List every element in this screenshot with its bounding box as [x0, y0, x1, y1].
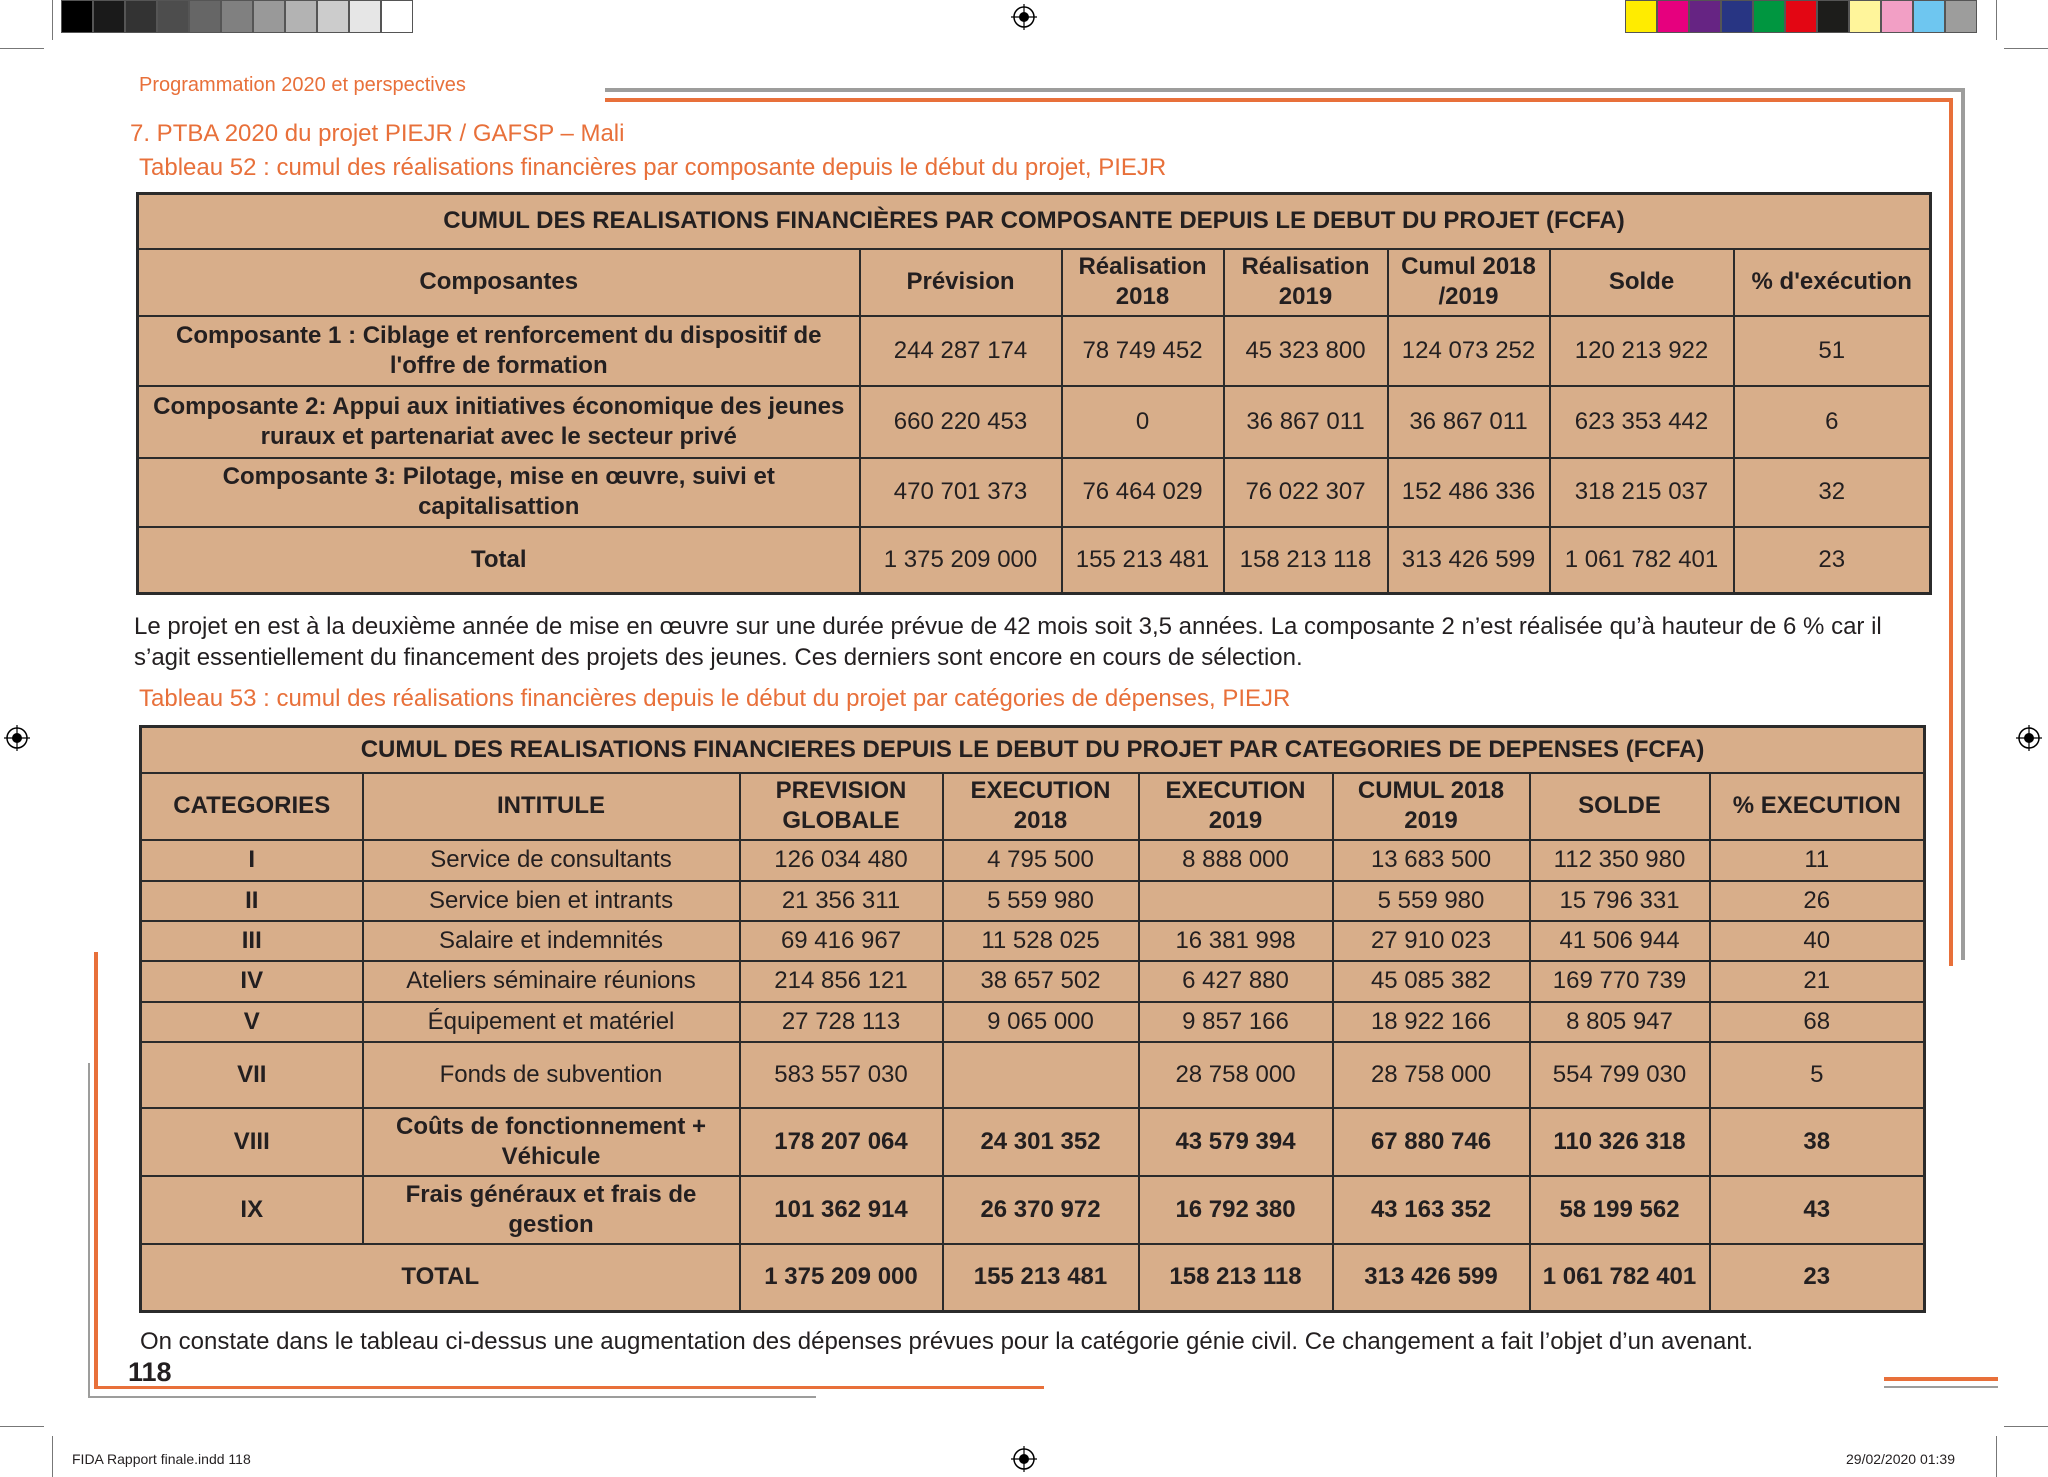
- table-cell: 28 758 000: [1333, 1042, 1530, 1108]
- category-code: III: [141, 921, 363, 961]
- color-swatch: [1913, 0, 1945, 33]
- color-swatch: [157, 0, 189, 33]
- column-header: Réalisation 2019: [1224, 249, 1388, 316]
- table-row: [141, 1042, 1925, 1108]
- color-swatch: [1849, 0, 1881, 33]
- color-swatch: [61, 0, 93, 33]
- table-cell: 4 795 500: [943, 840, 1139, 881]
- table53-title: CUMUL DES REALISATIONS FINANCIERES DEPUIS LE DEBUT DU PROJET PAR CATEGORIES DE DEPENSES (FCFA): [141, 727, 1925, 773]
- table-cell: 554 799 030: [1530, 1042, 1710, 1108]
- table-row: [138, 458, 1931, 527]
- footer-rule-orange: [94, 1386, 1044, 1389]
- body-paragraph: Le projet en est à la deuxième année de mise en œuvre sur une durée prévue de 42 mois soit 3,5 années. La composante 2 n’est réalisée qu’à hauteur de 6 % car il s’agit essentiellement du financement des projets des jeunes. Ces derniers sont encore en cours de sélection.: [134, 613, 1882, 671]
- page-number: 118: [128, 1357, 172, 1387]
- crop-mark: [2004, 1426, 2048, 1427]
- registration-mark-icon: [2016, 725, 2042, 751]
- table-cell: 51: [1734, 316, 1931, 386]
- table-cell: 169 770 739: [1530, 961, 1710, 1002]
- crop-mark: [1996, 1436, 1997, 1477]
- table-cell: 40: [1710, 921, 1925, 961]
- crop-mark: [0, 1426, 44, 1427]
- table-cell: 28 758 000: [1139, 1042, 1333, 1108]
- table-cell: [943, 1042, 1139, 1108]
- column-header: Cumul 2018 /2019: [1388, 249, 1550, 316]
- table53-caption: Tableau 53 : cumul des réalisations financières depuis le début du projet par catégories de dépenses, PIEJR: [139, 685, 1291, 712]
- table-cell: Coûts de fonctionnement + Véhicule: [363, 1108, 740, 1176]
- table-cell: 6: [1734, 386, 1931, 458]
- table-cell: 101 362 914: [740, 1176, 943, 1244]
- crop-mark: [2004, 48, 2048, 49]
- table-row: [141, 840, 1925, 881]
- left-rule-orange: [94, 952, 98, 1388]
- category-code: IV: [141, 961, 363, 1002]
- table-cell: 155 213 481: [943, 1244, 1139, 1312]
- color-swatch: [93, 0, 125, 33]
- color-swatch: [349, 0, 381, 33]
- table-cell: [1139, 881, 1333, 921]
- column-header: Composantes: [138, 249, 860, 316]
- table-cell: 26 370 972: [943, 1176, 1139, 1244]
- table-cell: 313 426 599: [1333, 1244, 1530, 1312]
- running-head: Programmation 2020 et perspectives: [139, 74, 466, 96]
- column-header: Réalisation 2018: [1062, 249, 1224, 316]
- category-code: VIII: [141, 1108, 363, 1176]
- table-cell: 9 065 000: [943, 1002, 1139, 1042]
- color-swatch: [1817, 0, 1849, 33]
- color-swatch-strip: [1625, 0, 1977, 33]
- side-rule-orange: [1949, 98, 1953, 966]
- table-cell: 24 301 352: [943, 1108, 1139, 1176]
- column-header: EXECUTION 2018: [943, 773, 1139, 840]
- category-code: II: [141, 881, 363, 921]
- table-cell: 38 657 502: [943, 961, 1139, 1002]
- table52-caption: Tableau 52 : cumul des réalisations financières par composante depuis le début du projet, PIEJR: [139, 154, 1167, 181]
- table-row: [141, 1108, 1925, 1176]
- table-total-row: [138, 527, 1931, 594]
- table-cell: 6 427 880: [1139, 961, 1333, 1002]
- table-cell: 8 888 000: [1139, 840, 1333, 881]
- column-header: PREVISION GLOBALE: [740, 773, 943, 840]
- table-cell: 32: [1734, 458, 1931, 527]
- table-cell: Salaire et indemnités: [363, 921, 740, 961]
- column-header: EXECUTION 2019: [1139, 773, 1333, 840]
- color-swatch: [1881, 0, 1913, 33]
- table-cell: 11 528 025: [943, 921, 1139, 961]
- color-swatch: [1721, 0, 1753, 33]
- crop-mark: [52, 0, 53, 40]
- section-title: 7. PTBA 2020 du projet PIEJR / GAFSP – Mali: [130, 120, 625, 147]
- table-cell: 178 207 064: [740, 1108, 943, 1176]
- column-header: CUMUL 2018 2019: [1333, 773, 1530, 840]
- body-paragraph: On constate dans le tableau ci-dessus une augmentation des dépenses prévues pour la catégorie génie civil. Ce changement a fait l’objet d’un avenant.: [140, 1328, 1754, 1355]
- table-cell: 158 213 118: [1224, 527, 1388, 594]
- table-cell: 68: [1710, 1002, 1925, 1042]
- color-swatch: [1785, 0, 1817, 33]
- color-swatch: [1689, 0, 1721, 33]
- crop-mark: [0, 48, 44, 49]
- color-swatch: [125, 0, 157, 33]
- table-cell: Ateliers séminaire réunions: [363, 961, 740, 1002]
- table-cell: 43 163 352: [1333, 1176, 1530, 1244]
- table-cell: 45 323 800: [1224, 316, 1388, 386]
- table-cell: 58 199 562: [1530, 1176, 1710, 1244]
- table-row: [138, 316, 1931, 386]
- column-header: Prévision: [860, 249, 1062, 316]
- table-cell: 152 486 336: [1388, 458, 1550, 527]
- table-cell: 1 061 782 401: [1550, 527, 1734, 594]
- table-cell: 36 867 011: [1224, 386, 1388, 458]
- table-cell: 16 381 998: [1139, 921, 1333, 961]
- color-swatch: [1625, 0, 1657, 33]
- footer-right-rule-orange: [1884, 1377, 1998, 1381]
- table-cell: 43 579 394: [1139, 1108, 1333, 1176]
- table-cell: 112 350 980: [1530, 840, 1710, 881]
- column-header: INTITULE: [363, 773, 740, 840]
- table-cell: 67 880 746: [1333, 1108, 1530, 1176]
- registration-mark-icon: [1011, 1446, 1037, 1472]
- table-row: [138, 386, 1931, 458]
- table-cell: Fonds de subvention: [363, 1042, 740, 1108]
- column-header: % d'exécution: [1734, 249, 1931, 316]
- left-rule-gray: [88, 1063, 90, 1398]
- table-cell: 214 856 121: [740, 961, 943, 1002]
- table-cell: 1 375 209 000: [740, 1244, 943, 1312]
- registration-mark-icon: [1011, 4, 1037, 30]
- color-swatch: [1657, 0, 1689, 33]
- table-cell: 76 464 029: [1062, 458, 1224, 527]
- footer-file-slug: FIDA Rapport finale.indd 118: [72, 1451, 251, 1467]
- table-cell: 43: [1710, 1176, 1925, 1244]
- table-53: [139, 725, 1926, 1313]
- table-cell: Équipement et matériel: [363, 1002, 740, 1042]
- category-code: VII: [141, 1042, 363, 1108]
- table-cell: 126 034 480: [740, 840, 943, 881]
- color-swatch: [285, 0, 317, 33]
- color-swatch: [317, 0, 349, 33]
- component-label: Composante 3: Pilotage, mise en œuvre, suivi et capitalisattion: [138, 458, 860, 527]
- table-cell: 27 910 023: [1333, 921, 1530, 961]
- table-cell: 1 375 209 000: [860, 527, 1062, 594]
- header-rule-gray: [605, 88, 1965, 92]
- crop-mark: [52, 1436, 53, 1477]
- table-cell: 36 867 011: [1388, 386, 1550, 458]
- color-swatch: [221, 0, 253, 33]
- component-label: Composante 2: Appui aux initiatives économique des jeunes ruraux et partenariat avec le secteur privé: [138, 386, 860, 458]
- color-swatch: [1753, 0, 1785, 33]
- color-swatch: [189, 0, 221, 33]
- table-cell: 11: [1710, 840, 1925, 881]
- table-total-row: [141, 1244, 1925, 1312]
- table-cell: 26: [1710, 881, 1925, 921]
- table-cell: 76 022 307: [1224, 458, 1388, 527]
- table-cell: 21: [1710, 961, 1925, 1002]
- table-cell: 38: [1710, 1108, 1925, 1176]
- table53-header-row: [141, 773, 1925, 840]
- table-row: [141, 961, 1925, 1002]
- crop-mark: [1996, 0, 1997, 40]
- table-cell: 110 326 318: [1530, 1108, 1710, 1176]
- category-code: I: [141, 840, 363, 881]
- table-cell: Service bien et intrants: [363, 881, 740, 921]
- side-rule-gray: [1961, 88, 1965, 960]
- component-label: Composante 1 : Ciblage et renforcement du dispositif de l'offre de formation: [138, 316, 860, 386]
- table-cell: 23: [1734, 527, 1931, 594]
- table-cell: Service de consultants: [363, 840, 740, 881]
- registration-mark-icon: [4, 725, 30, 751]
- table-cell: 623 353 442: [1550, 386, 1734, 458]
- table-cell: Frais généraux et frais de gestion: [363, 1176, 740, 1244]
- table-cell: 158 213 118: [1139, 1244, 1333, 1312]
- column-header: CATEGORIES: [141, 773, 363, 840]
- table-row: [141, 921, 1925, 961]
- total-label: Total: [138, 527, 860, 594]
- footer-right-rule-gray: [1884, 1386, 1998, 1388]
- table-52: [136, 192, 1932, 595]
- table-cell: 660 220 453: [860, 386, 1062, 458]
- table-cell: 15 796 331: [1530, 881, 1710, 921]
- table-cell: 470 701 373: [860, 458, 1062, 527]
- table-cell: 0: [1062, 386, 1224, 458]
- category-code: IX: [141, 1176, 363, 1244]
- table-cell: 78 749 452: [1062, 316, 1224, 386]
- table-cell: 23: [1710, 1244, 1925, 1312]
- table-cell: 124 073 252: [1388, 316, 1550, 386]
- table-cell: 9 857 166: [1139, 1002, 1333, 1042]
- table-cell: 5 559 980: [943, 881, 1139, 921]
- table52-header-row: [138, 249, 1931, 316]
- table-cell: 16 792 380: [1139, 1176, 1333, 1244]
- column-header: Solde: [1550, 249, 1734, 316]
- footer-date-slug: 29/02/2020 01:39: [1846, 1451, 1955, 1467]
- header-rule-orange: [605, 98, 1953, 102]
- color-swatch: [253, 0, 285, 33]
- table-cell: 313 426 599: [1388, 527, 1550, 594]
- table-cell: 155 213 481: [1062, 527, 1224, 594]
- column-header: SOLDE: [1530, 773, 1710, 840]
- table-cell: 8 805 947: [1530, 1002, 1710, 1042]
- color-swatch: [1945, 0, 1977, 33]
- table-cell: 41 506 944: [1530, 921, 1710, 961]
- table-cell: 583 557 030: [740, 1042, 943, 1108]
- color-swatch: [381, 0, 413, 33]
- table-cell: 69 416 967: [740, 921, 943, 961]
- table-cell: 21 356 311: [740, 881, 943, 921]
- table-cell: 18 922 166: [1333, 1002, 1530, 1042]
- table-cell: 13 683 500: [1333, 840, 1530, 881]
- table-cell: 318 215 037: [1550, 458, 1734, 527]
- table-cell: 1 061 782 401: [1530, 1244, 1710, 1312]
- footer-rule-gray: [88, 1396, 816, 1398]
- column-header: % EXECUTION: [1710, 773, 1925, 840]
- table-cell: 5: [1710, 1042, 1925, 1108]
- table-cell: 120 213 922: [1550, 316, 1734, 386]
- table-row: [141, 1176, 1925, 1244]
- table-cell: 45 085 382: [1333, 961, 1530, 1002]
- table-row: [141, 1002, 1925, 1042]
- table-cell: 27 728 113: [740, 1002, 943, 1042]
- table-cell: 244 287 174: [860, 316, 1062, 386]
- table52-title: CUMUL DES REALISATIONS FINANCIÈRES PAR COMPOSANTE DEPUIS LE DEBUT DU PROJET (FCFA): [138, 194, 1931, 249]
- category-code: V: [141, 1002, 363, 1042]
- table-row: [141, 881, 1925, 921]
- total-label: TOTAL: [141, 1244, 740, 1312]
- gray-swatch-strip: [61, 0, 413, 33]
- table-cell: 5 559 980: [1333, 881, 1530, 921]
